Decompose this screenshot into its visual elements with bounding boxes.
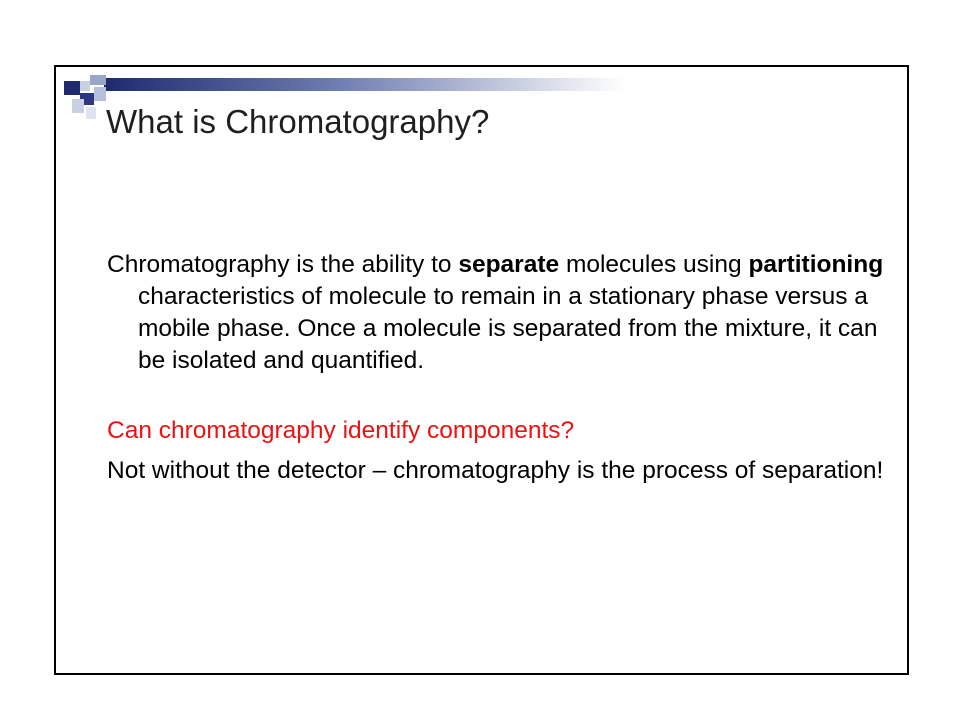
definition-rest: characteristics of molecule to remain in a stationary phase versus a mobile phase. Once a molecule is separated from the mixture, it can be isolated and quantified.	[138, 283, 878, 374]
slide-title: What is Chromatography?	[106, 103, 490, 140]
slide-body	[107, 249, 887, 487]
question-text: Can chromatography identify components?	[107, 417, 575, 444]
definition-mid: molecules using	[559, 251, 749, 278]
answer-text: Not without the detector – chromatography is the process of separation!	[107, 457, 884, 484]
slide-frame	[54, 65, 909, 675]
definition-bold-separate: separate	[458, 251, 560, 278]
definition-paragraph	[107, 249, 887, 377]
definition-intro: Chromatography is the ability to	[107, 251, 459, 278]
definition-bold-partitioning: partitioning	[748, 251, 884, 278]
